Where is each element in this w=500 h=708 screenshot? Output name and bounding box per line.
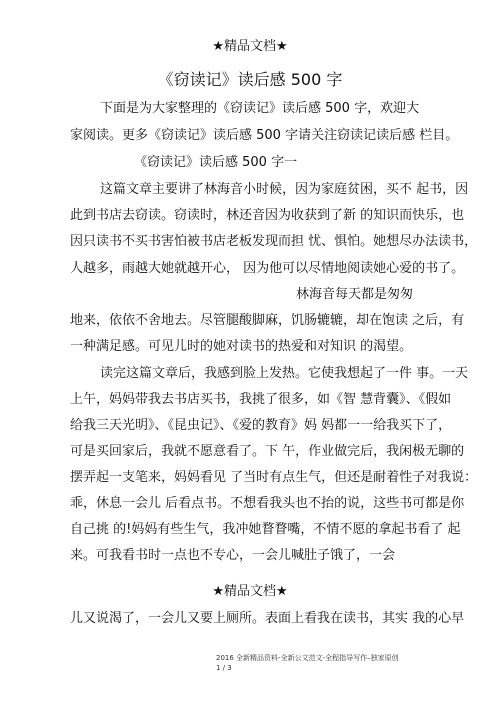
body-line: 读完这篇文章后，我感到脸上发热。它使我想起了一件 事。一天: [100, 366, 469, 381]
body-line: 来。可我看书时一点也不专心，一会儿喊肚子饿了，一会: [70, 548, 396, 563]
body-line: 一种满足感。可见儿时的她对读书的热爱和对知识 的渴望。: [70, 339, 413, 354]
body-line: 可是买回家后，我就不愿意看了。下 午，作业做完后，我闲极无聊的: [70, 444, 465, 459]
body-line: 地来，依依不舍地去。尽管腿酸脚麻，饥肠辘辘，却在饱读 之后，有: [70, 313, 465, 328]
header-mark-repeat: ★精品文档★: [212, 584, 288, 599]
page-title: 《窃读记》读后感 500 字: [157, 70, 343, 89]
body-line: 这篇文章主要讲了林海音小时候，因为家庭贫困，买不 起书，因: [100, 182, 469, 197]
header-mark: ★精品文档★: [212, 39, 288, 54]
body-line: 乖，休息一会儿 后看点书。不想看我头也不抬的说，这些书可都是你: [70, 496, 465, 511]
body-line: 因只读书不买书害怕被书店老板发现而担 忧、惧怕。她想尽办法读书，: [70, 234, 478, 249]
intro-line-2: 家阅读。更多《窃读记》读后感 500 字请关注窃读记读后感 栏目。: [70, 128, 459, 143]
body-line: 给我三天光明》、《昆虫记》、《爱的教育》妈 妈都一一给我买下了，: [70, 418, 452, 433]
body-line: 摆弄起一支笔来，妈妈看见 了当时有点生气，但还是耐着性子对我说：: [70, 470, 478, 485]
body-line: 人越多，雨越大她就越开心， 因为他可以尽情地阅读她心爱的书了。: [70, 261, 465, 276]
body-line: 此到书店去窃读。窃读时，林还音因为收获到了新 的知识而快乐，也: [70, 208, 465, 223]
page-number: 1 / 3: [216, 664, 232, 672]
intro-line-1: 下面是为大家整理的《窃读记》读后感 500 字，欢迎大: [100, 101, 420, 116]
body-line: 林海音每天都是匆匆: [296, 287, 414, 302]
section-subheading: 《窃读记》读后感 500 字一: [134, 155, 298, 170]
body-line: 上午，妈妈带我去书店买书，我挑了很多，如《智 慧背囊》、《假如: [70, 392, 452, 407]
body-line: 自己挑 的!妈妈有些生气，我冲她瞀瞀嘴，不情不愿的拿起书看了 起: [70, 522, 461, 537]
continuation-line: 儿又说渴了，一会儿又要上厕所。表面上看我在读书，其实 我的心早: [70, 611, 465, 626]
footer-text: 2016 全新精品资料-全新公文范文-全程指导写作–独家原创: [216, 654, 399, 662]
